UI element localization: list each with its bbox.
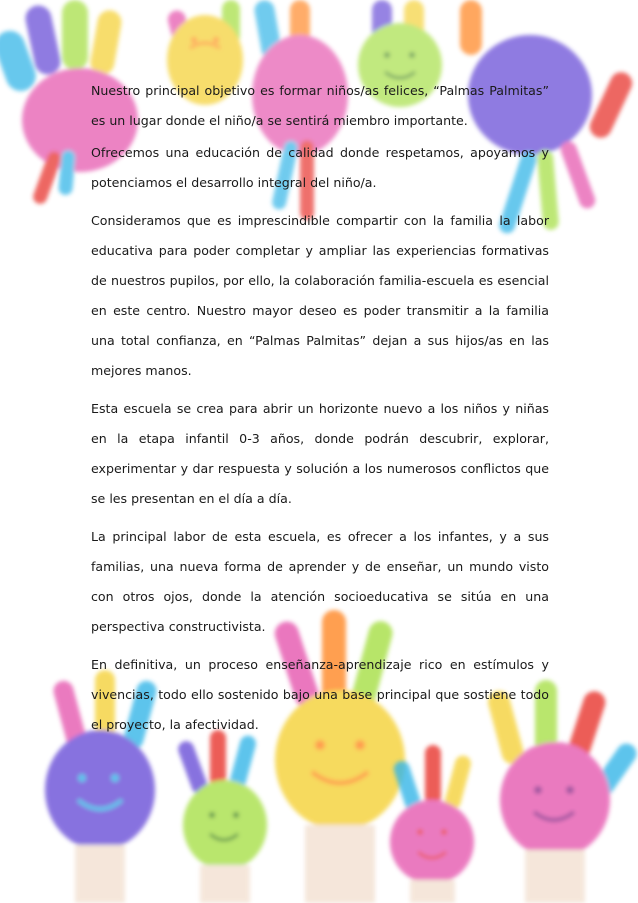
paragraph-4-line-2: en la etapa infantil 0-3 años, donde podrán descubrir, explorar, [91,431,549,446]
paragraph-1-line-1: Nuestro principal objetivo es formar niños/as felices, “Palmas [91,83,485,98]
paragraph-5-line-1: La principal labor de esta escuela, es ofrecer a los infantes, y a sus [91,529,549,544]
paragraph-4-line-3: experimentar y dar respuesta y solución a los numerosos conflictos [91,461,521,476]
paragraph-2-line-1: Ofrecemos una educación de calidad donde respetamos, apoyamos y [91,145,549,160]
paragraph-1 [91,76,549,136]
paragraph-4-line-1: Esta escuela se crea para abrir un horizonte nuevo a los niños y niñas [91,401,549,416]
paragraph-3 [91,206,549,386]
paragraph-3-line-5: familia una total confianza, en “Palmas Palmitas” dejan a sus hijos/as [91,303,549,348]
paragraph-3-line-6: en las mejores manos. [91,333,549,378]
paragraph-4-line-4: que se les presentan en el día a día. [91,461,549,506]
paragraph-3-line-2: educativa para poder completar y ampliar las experiencias formativas [91,243,549,258]
paragraph-6-line-3: todo el proyecto, la afectividad. [91,687,549,732]
paragraph-3-line-4: esencial en este centro. Nuestro mayor deseo es poder transmitir a la [91,273,549,318]
paragraph-5-line-3: con otros ojos, donde la atención socioeducativa se sitúa en una [91,589,549,604]
paragraph-2-line-2: potenciamos el desarrollo integral del niño/a. [91,175,377,190]
paragraph-5-line-2: familias, una nueva forma de aprender y de enseñar, un mundo visto [91,559,549,574]
green-hand-bottom-center-left [176,730,267,903]
paragraph-6-line-2: vivencias, todo ello sostenido bajo una base principal que sostiene [91,687,517,702]
paragraph-3-line-3: de nuestros pupilos, por ello, la colaboración familia-escuela es [91,273,494,288]
paragraph-1-line-2: Palmitas” es un lugar donde el niño/a se sentirá miembro importante. [91,83,549,128]
pink-hand-bottom-center-right [390,745,474,903]
paragraph-4 [91,394,549,514]
document-body [91,76,549,740]
paragraph-5 [91,522,549,642]
paragraph-6-line-1: En definitiva, un proceso enseñanza-aprendizaje rico en estímulos y [91,657,549,672]
paragraph-6 [91,650,549,740]
paragraph-2 [91,138,549,198]
paragraph-5-line-4: perspectiva constructivista. [91,619,266,634]
paragraph-3-line-1: Consideramos que es imprescindible compartir con la familia la labor [91,213,549,228]
